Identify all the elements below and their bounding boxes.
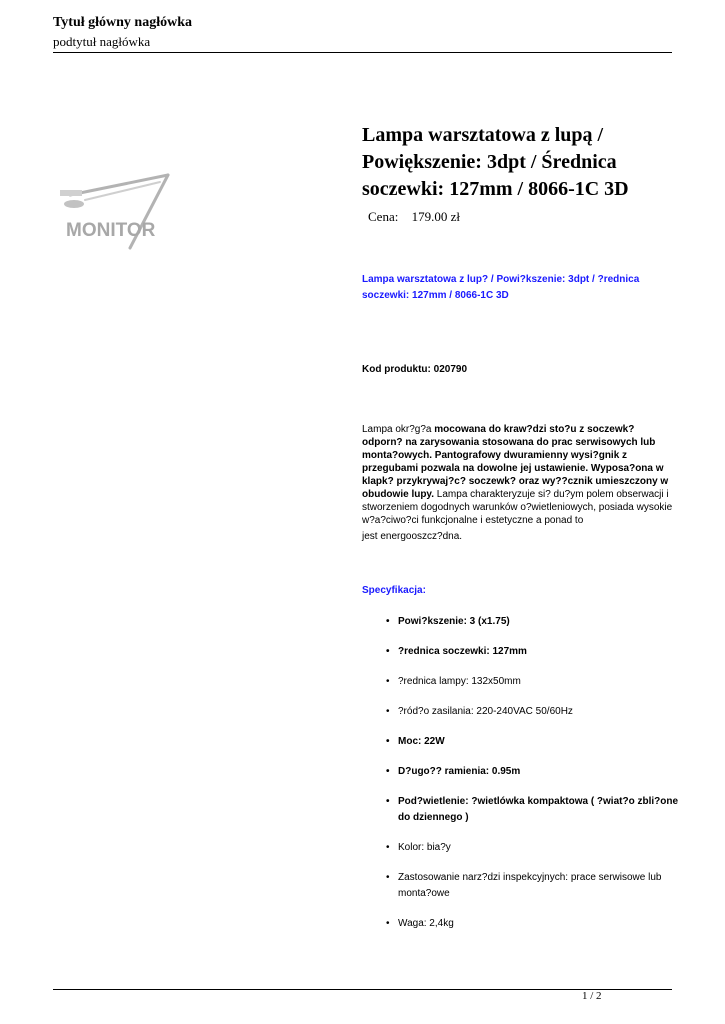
product-image [60, 170, 170, 255]
spec-item: • Waga: 2,4kg [398, 916, 683, 932]
specs-list [398, 614, 683, 932]
description-text-4: jest energooszcz?dna. [362, 531, 463, 542]
product-description [362, 423, 677, 543]
price-row [368, 209, 460, 225]
header-title: Tytuł główny nagłówka [53, 15, 192, 30]
spec-item: • Kolor: bia?y [398, 840, 683, 856]
price-value: 179.00 zł [411, 209, 460, 224]
description-text-3: Lampa charakteryzuje si? du?ym polem obserwacji i stworzeniem dogodnych warunków o?wietleniowych, posiada wysokie w?a?ciwo?ci funkcjonalne i estetyczne a ponad to [362, 489, 673, 526]
product-title: Lampa warsztatowa z lupą / Powiększenie: 3dpt / Średnica soczewki: 127mm / 8066-1C 3D [362, 124, 629, 200]
product-heading-link[interactable]: Lampa warsztatowa z lup? / Powi?kszenie: 3dpt / ?rednica soczewki: 127mm / 8066-1C 3D [362, 274, 640, 301]
spec-item: • Powi?kszenie: 3 (x1.75) [398, 614, 683, 630]
spec-item: • ?rednica soczewki: 127mm [398, 644, 683, 660]
description-text-2: mocowana do kraw?dzi sto?u z soczewk? odporn? na zarysowania stosowana do prac serwisowych lub monta?owych. Pantografowy dwuramienny wysi?gnik z przegubami pozwala na dowolne jej ustawienie. Wyposa?ona w klapk? przykrywaj?c? soczewk? oraz wy??cznik umieszczony w obudowie lupy. [362, 424, 669, 500]
specs-heading: Specyfikacja: [362, 585, 426, 596]
product-code-row [362, 364, 467, 375]
spec-item: • Zastosowanie narz?dzi inspekcyjnych: prace serwisowe lub monta?owe [398, 870, 683, 902]
page-number: 1 / 2 [582, 990, 602, 1002]
spec-item: • ?ród?o zasilania: 220-240VAC 50/60Hz [398, 704, 683, 720]
header-subtitle: podtytuł nagłówka [53, 34, 151, 49]
price-label: Cena: [368, 209, 399, 224]
monitor-logo: MONITOR [66, 220, 156, 241]
header-divider [53, 52, 672, 53]
product-code-value: 020790 [433, 364, 468, 375]
lamp-head [64, 200, 84, 208]
spec-item: • Moc: 22W [398, 734, 683, 750]
spec-item: • Pod?wietlenie: ?wietlówka kompaktowa ( ?wiat?o zbli?one do dziennego ) [398, 794, 683, 826]
spec-item: • ?rednica lampy: 132x50mm [398, 674, 683, 690]
description-text-1: Lampa okr?g?a [362, 424, 435, 435]
spec-item: • D?ugo?? ramienia: 0.95m [398, 764, 683, 780]
footer-divider [53, 989, 672, 990]
product-code-label: Kod produktu: [362, 364, 431, 375]
